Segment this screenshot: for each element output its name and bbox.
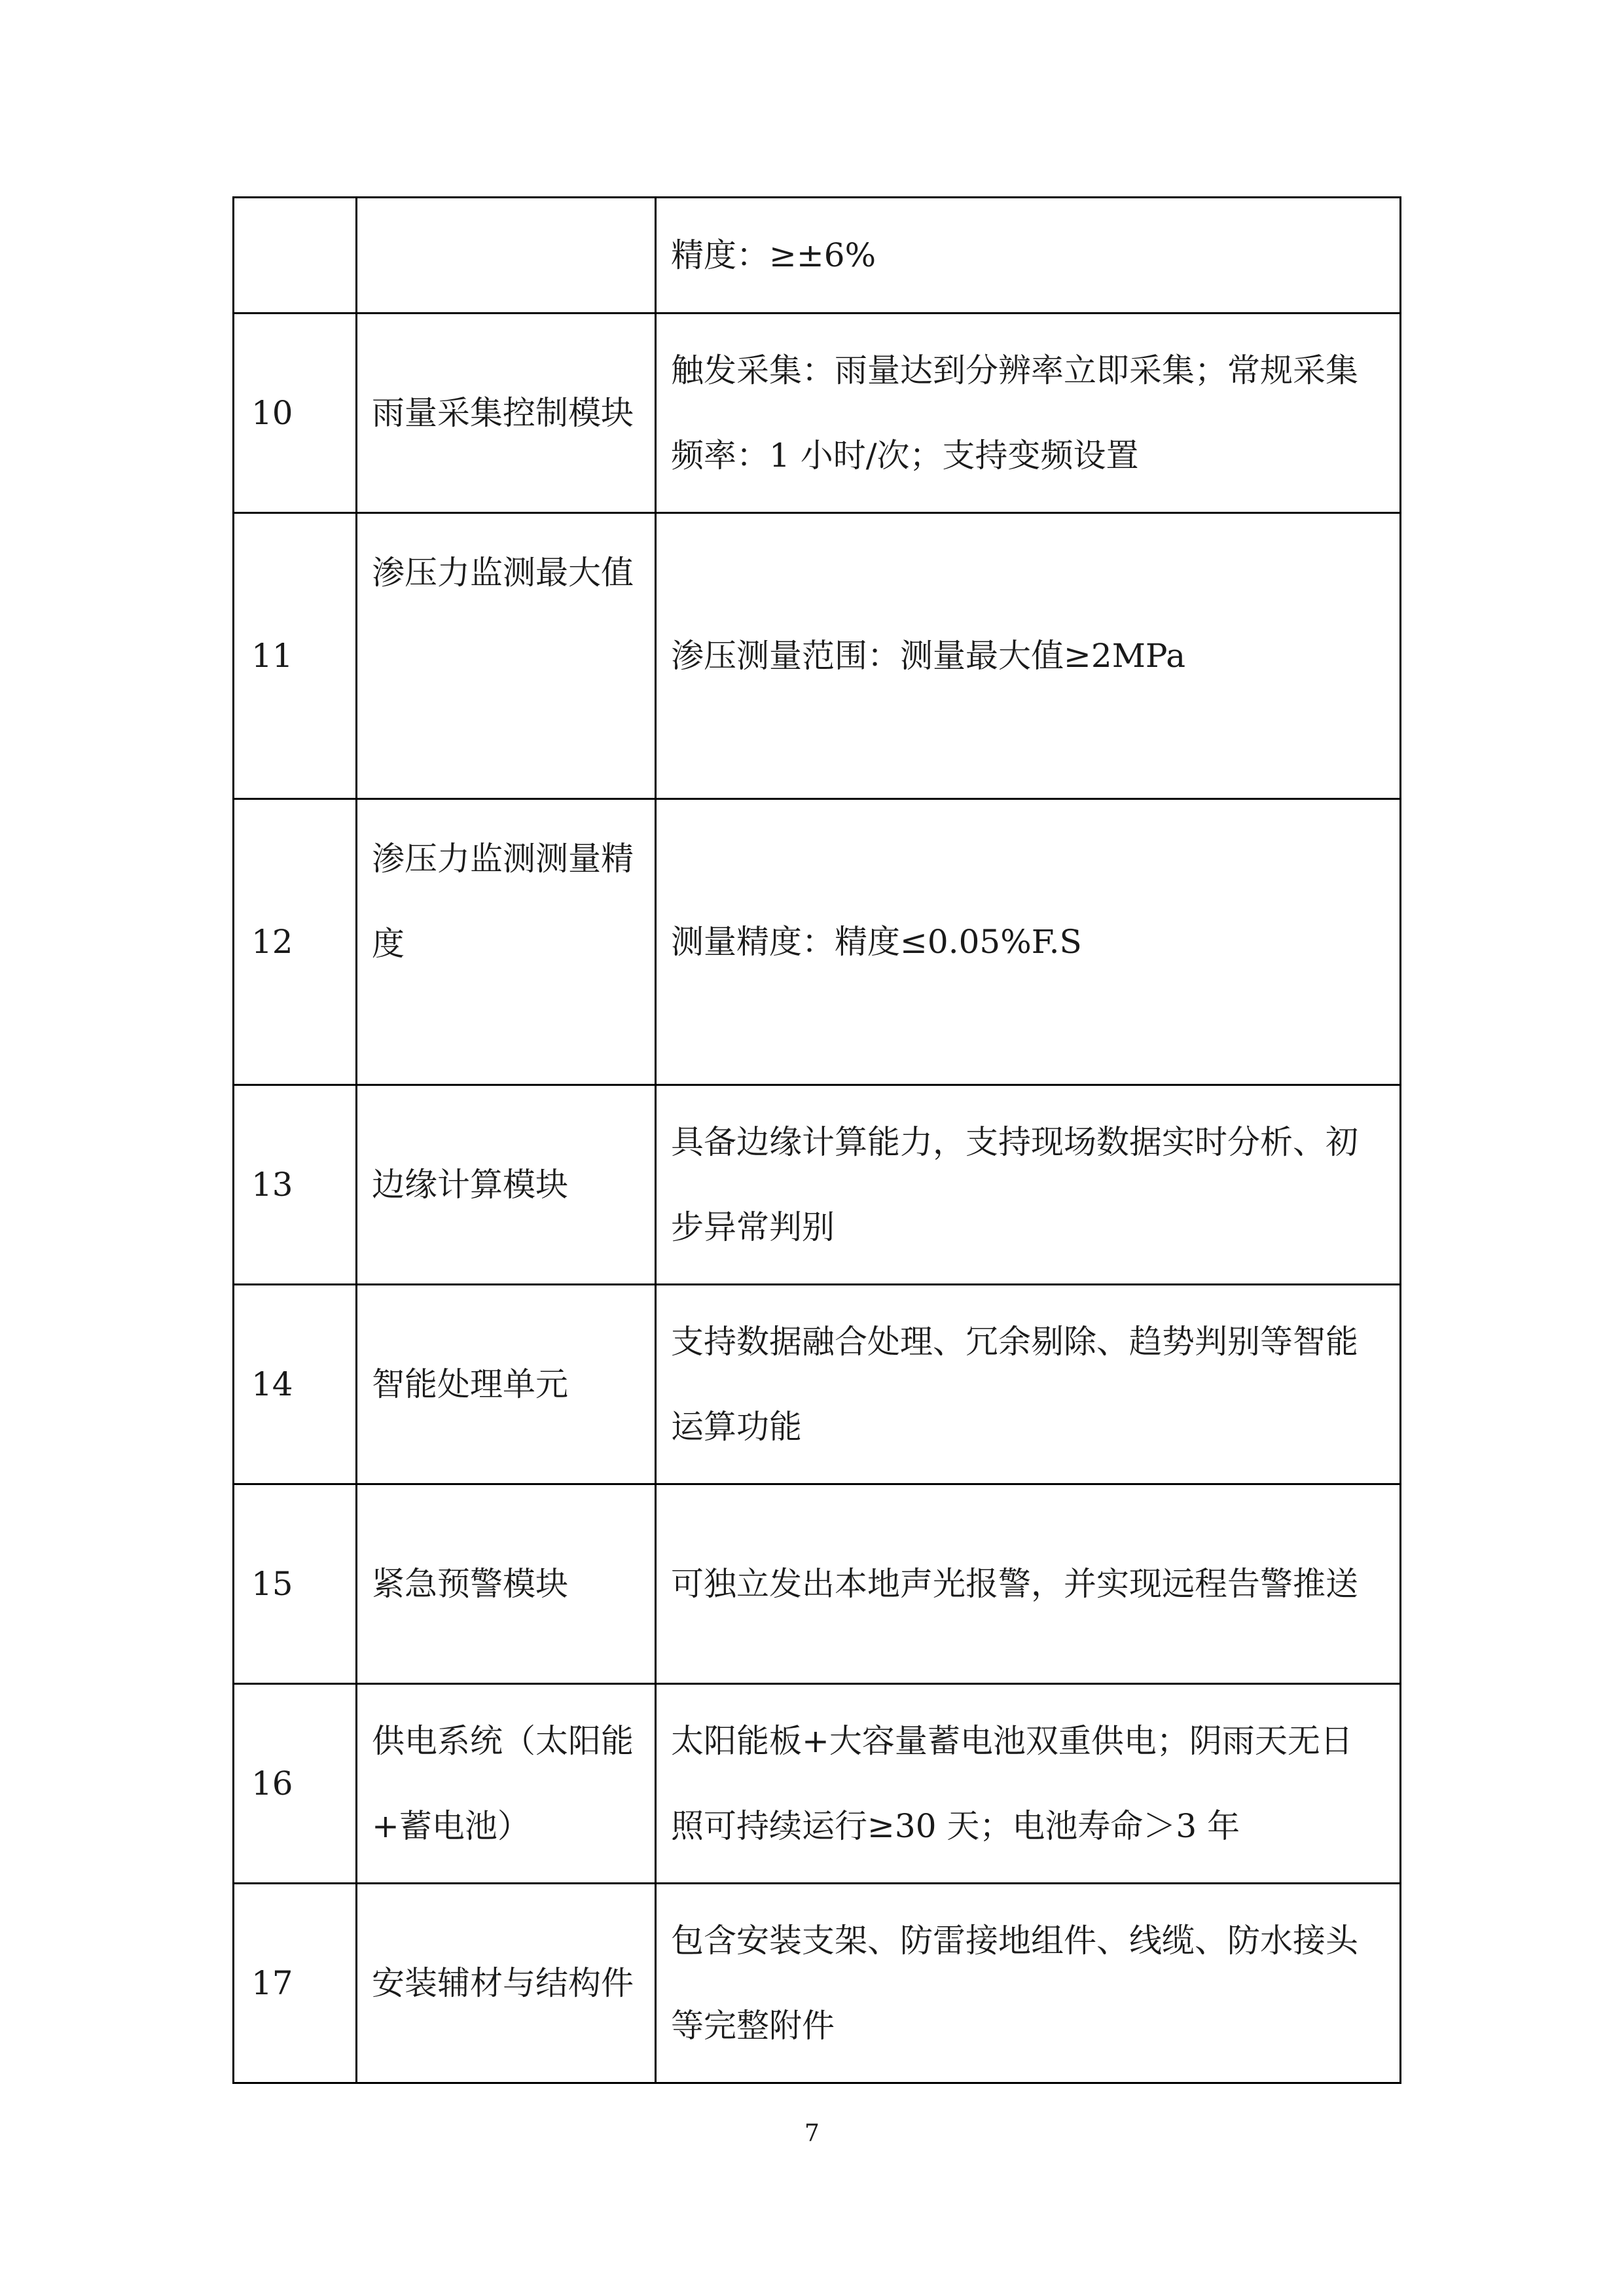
table-row — [234, 198, 1401, 314]
item-requirement: 支持数据融合处理、冗余剔除、趋势判别等智能运算功能 — [656, 1285, 1401, 1484]
item-name: 渗压力监测最大值 — [357, 513, 656, 799]
item-name: 边缘计算模块 — [357, 1085, 656, 1285]
item-name: 安装辅材与结构件 — [357, 1884, 656, 2083]
row-number: 11 — [234, 513, 357, 799]
table-row — [234, 1285, 1401, 1484]
item-requirement: 具备边缘计算能力，支持现场数据实时分析、初步异常判别 — [656, 1085, 1401, 1285]
table-row — [234, 513, 1401, 799]
row-number: 15 — [234, 1484, 357, 1684]
row-number: 16 — [234, 1684, 357, 1884]
row-number: 10 — [234, 314, 357, 513]
item-name — [357, 198, 656, 314]
item-requirement: 太阳能板+大容量蓄电池双重供电；阴雨天无日照可持续运行≥30 天；电池寿命＞3 年 — [656, 1684, 1401, 1884]
item-name: 渗压力监测测量精度 — [357, 799, 656, 1085]
item-requirement: 可独立发出本地声光报警，并实现远程告警推送 — [656, 1484, 1401, 1684]
table-row — [234, 799, 1401, 1085]
row-number: 14 — [234, 1285, 357, 1484]
item-requirement: 渗压测量范围：测量最大值≥2MPa — [656, 513, 1401, 799]
row-number: 13 — [234, 1085, 357, 1285]
row-number — [234, 198, 357, 314]
item-requirement: 包含安装支架、防雷接地组件、线缆、防水接头等完整附件 — [656, 1884, 1401, 2083]
table-row — [234, 314, 1401, 513]
table-row — [234, 1884, 1401, 2083]
item-requirement: 精度：≥±6% — [656, 198, 1401, 314]
item-requirement: 测量精度：精度≤0.05%F.S — [656, 799, 1401, 1085]
table-row — [234, 1085, 1401, 1285]
item-name: 智能处理单元 — [357, 1285, 656, 1484]
item-requirement: 触发采集：雨量达到分辨率立即采集；常规采集频率：1 小时/次；支持变频设置 — [656, 314, 1401, 513]
table-row — [234, 1484, 1401, 1684]
spec-table — [232, 196, 1401, 2084]
item-name: 供电系统（太阳能+蓄电池） — [357, 1684, 656, 1884]
item-name: 雨量采集控制模块 — [357, 314, 656, 513]
item-name: 紧急预警模块 — [357, 1484, 656, 1684]
row-number: 17 — [234, 1884, 357, 2083]
row-number: 12 — [234, 799, 357, 1085]
table-row — [234, 1684, 1401, 1884]
page-number: 7 — [804, 2120, 820, 2147]
